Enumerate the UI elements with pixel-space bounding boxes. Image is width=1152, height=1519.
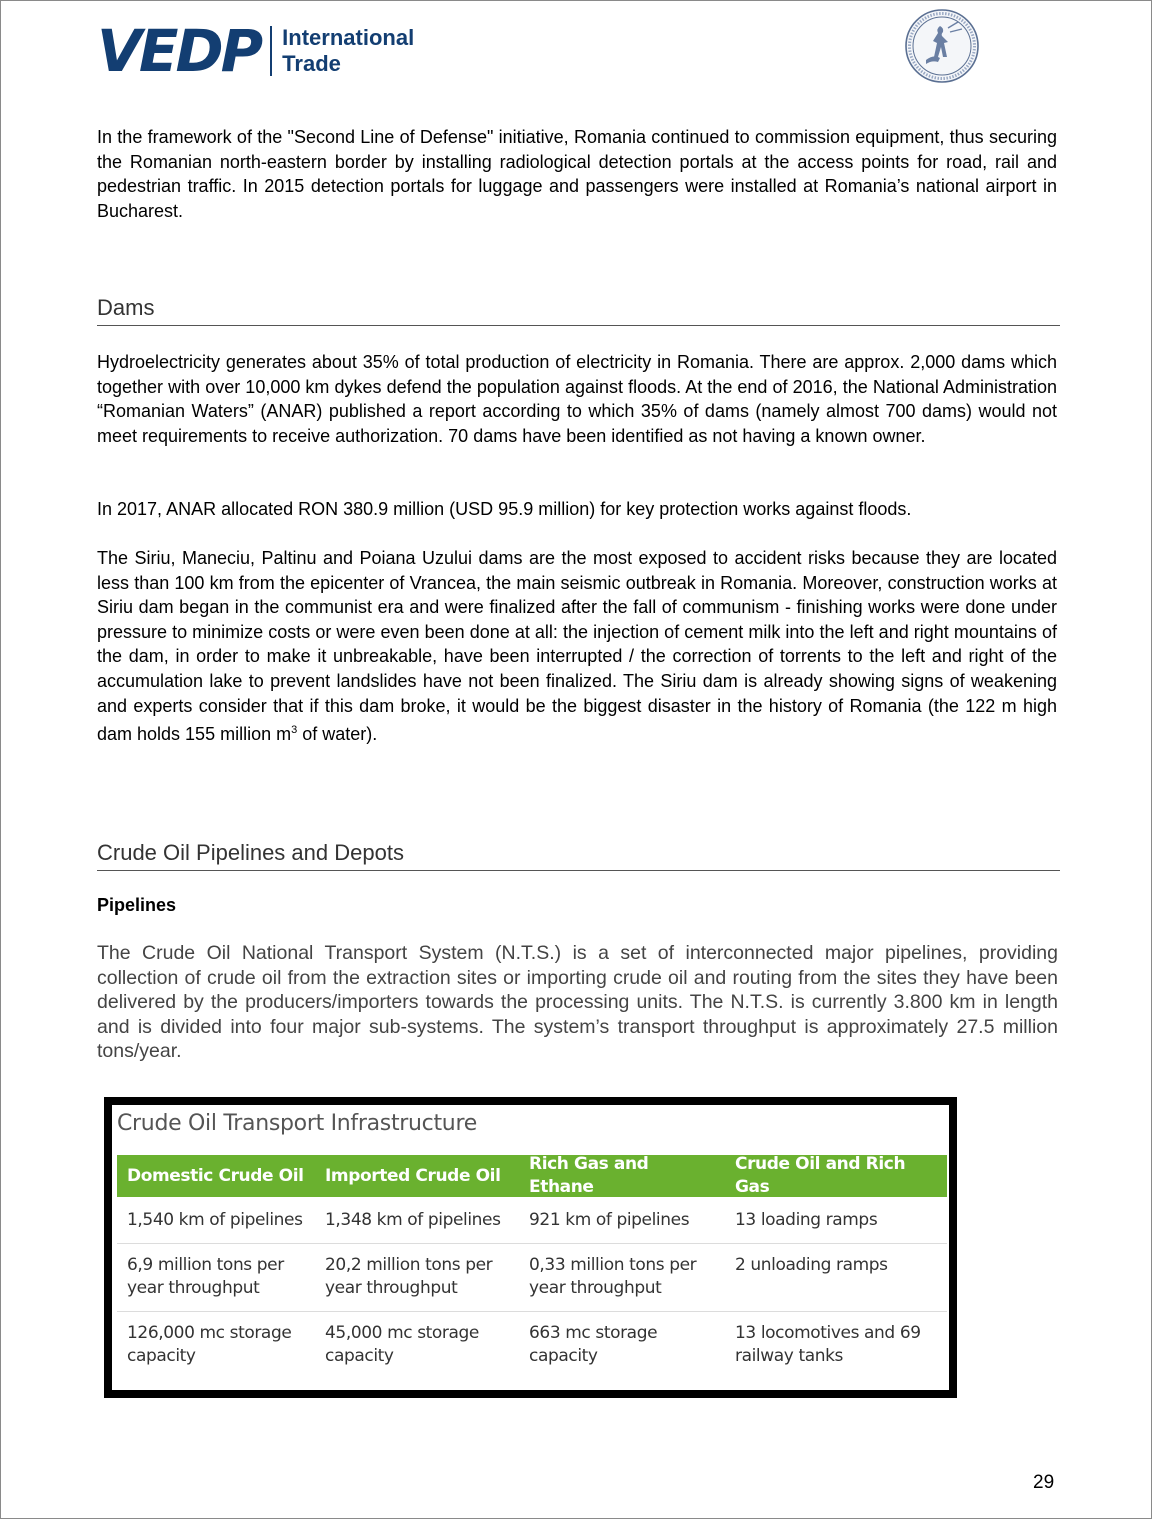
table-cell: 1,540 km of pipelines	[127, 1209, 303, 1230]
crude-oil-table-figure	[104, 1097, 957, 1398]
subheading-pipelines: Pipelines	[97, 895, 177, 915]
table-cell: 20,2 million tons per year throughput	[325, 1255, 493, 1298]
logo-line-1: International	[282, 25, 415, 50]
table-header-row	[117, 1155, 947, 1197]
dams-paragraph-1: Hydroelectricity generates about 35% of total production of electricity in Romania. There are approx. 2,000 dams which together with over 10,000 km dykes defend the population against floods. At the end of 2016, the National Administration “Romanian Waters” (ANAR) published a report according to which 35% of dams (namely almost 700 dams) would not meet requirements to receive authorization. 70 dams have been identified as not having a known owner.	[97, 352, 1057, 446]
table-cell: 921 km of pipelines	[529, 1209, 690, 1230]
vedp-logo	[97, 19, 414, 83]
pipelines-paragraph: The Crude Oil National Transport System (N.T.S.) is a set of interconnected major pipelines, providing collection of crude oil from the extraction sites or importing crude oil and routing from the sites they have been delivered by the producers/importers towards the processing units. The N.T.S. is currently 3.800 km in length and is divided into four major sub-systems. The system’s transport throughput is approximately 27.5 million tons/year.	[97, 942, 1058, 1062]
table-cell: 45,000 mc storage capacity	[325, 1323, 479, 1366]
intro-paragraph: In the framework of the "Second Line of Defense" initiative, Romania continued to commission equipment, thus securing the Romanian north-eastern border by installing radiological detection portals at the access points for road, rail and pedestrian traffic. In 2015 detection portals for luggage and passengers were installed at Romania’s national airport in Bucharest.	[97, 127, 1057, 221]
logo-divider	[270, 26, 272, 76]
table-row	[117, 1312, 947, 1380]
table-cell: 1,348 km of pipelines	[325, 1209, 501, 1230]
table-cell: 13 loading ramps	[735, 1209, 878, 1230]
logo-subtitle	[282, 25, 414, 77]
column-header: Rich Gas and Ethane	[529, 1154, 649, 1197]
table-cell: 13 locomotives and 69 railway tanks	[735, 1323, 921, 1366]
column-header: Imported Crude Oil	[325, 1165, 501, 1186]
logo-line-2: Trade	[282, 51, 341, 76]
table-cell: 663 mc storage capacity	[529, 1323, 658, 1366]
table-row	[117, 1197, 947, 1244]
superscript-3: 3	[291, 724, 298, 737]
dams-paragraph-3-end: of water).	[297, 724, 378, 745]
section-heading-crude-oil: Crude Oil Pipelines and Depots	[97, 840, 1060, 871]
table-title: Crude Oil Transport Infrastructure	[117, 1111, 477, 1136]
table-cell: 0,33 million tons per year throughput	[529, 1255, 697, 1298]
column-header: Crude Oil and Rich Gas	[735, 1154, 906, 1197]
table-panel	[112, 1105, 949, 1390]
column-header: Domestic Crude Oil	[127, 1165, 304, 1186]
table-row	[117, 1244, 947, 1312]
dams-paragraph-3	[97, 546, 1057, 747]
dams-paragraph-2: In 2017, ANAR allocated RON 380.9 million (USD 95.9 million) for key protection works against floods.	[97, 499, 912, 519]
section-heading-dams: Dams	[97, 295, 1060, 326]
logo-wordmark: VEDP	[97, 17, 261, 85]
table-cell: 2 unloading ramps	[735, 1255, 888, 1275]
virginia-seal-icon	[904, 8, 980, 84]
dams-paragraph-3-text: The Siriu, Maneciu, Paltinu and Poiana Uzului dams are the most exposed to accident risks because they are located less than 100 km from the epicenter of Vrancea, the main seismic outbreak in Romania. Moreover, construction works at Siriu dam began in the communist era and were finalized after the fall of communism - finishing works were done under pressure to minimize costs or were even been done at all: the injection of cement milk into the left and right mountains of the dam, in order to make it unbreakable, have been interrupted / the correction of torrents to the left and right of the accumulation lake to prevent landslides have not been finalized. The Siriu dam is already showing signs of weakening and experts consider that if this dam broke, it would be the biggest disaster in the history of Romania (the 122 m high dam holds 155 million m	[97, 548, 1057, 745]
infrastructure-table	[117, 1155, 947, 1380]
page-number: 29	[1033, 1472, 1055, 1493]
table-cell: 6,9 million tons per year throughput	[127, 1255, 284, 1298]
table-cell: 126,000 mc storage capacity	[127, 1323, 292, 1366]
